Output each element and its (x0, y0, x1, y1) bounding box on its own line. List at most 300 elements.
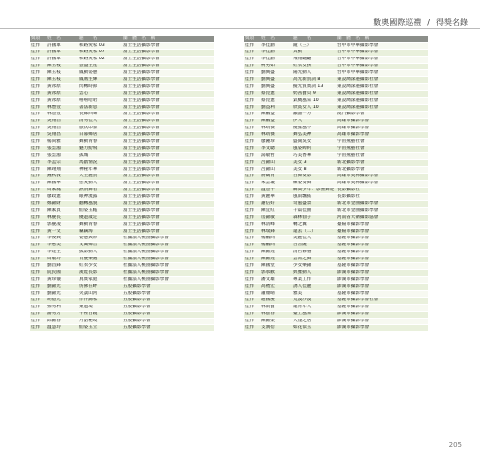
table-cell: 臺上風采 (292, 311, 336, 318)
table-cell: 冥動 (292, 49, 336, 56)
table-cell: 佳作 (30, 146, 46, 153)
table-cell: 東設灣深港攝影社會 (336, 77, 428, 84)
table-row (244, 222, 428, 229)
table-cell: 笑談山河 (78, 290, 122, 297)
table-cell: 風雨飄搖 (292, 194, 336, 201)
table-cell: 佳作 (244, 77, 260, 84)
table-cell: 基隆市攝影學會 (336, 242, 428, 249)
column-header: 題 名 (292, 36, 336, 42)
table-row (30, 42, 214, 49)
table-cell: 飛翔翩翩 (292, 56, 336, 63)
table-cell: 潘秀芳 (46, 311, 78, 318)
table-cell: 廖政憲 (46, 194, 78, 201)
table-cell: 基隆市攝影學會 (336, 304, 428, 311)
table-cell: 佳作 (30, 208, 46, 215)
table-cell: 社團法人桃園攝影學會 (122, 263, 214, 270)
table-cell: 嘻嘻哈哈 (78, 98, 122, 105)
table-cell: 東設灣深港攝影社會 (336, 104, 428, 111)
table-cell: 竊竊海 (78, 228, 122, 235)
table-row (244, 91, 428, 98)
table-row (30, 201, 214, 208)
table-cell: 佳作 (30, 297, 46, 304)
table-cell: 新北攝影學會 (336, 160, 428, 167)
table-cell: 富士生活攝影學會 (122, 139, 214, 146)
table-cell: 陳錦榮 (260, 318, 292, 325)
column-header: 團 體 名 稱 (336, 36, 428, 42)
table-row (30, 263, 214, 270)
table-cell: 李孟宗 (46, 160, 78, 167)
table-cell: 高雄市攝影學會 (336, 118, 428, 125)
table-row (244, 325, 428, 332)
table-cell: 雅美 (292, 290, 336, 297)
table-row (244, 228, 428, 235)
table-cell: 臺陽市攝影學會 (336, 228, 428, 235)
table-cell: 佳作 (244, 242, 260, 249)
table-cell: 富士生活攝影學會 (122, 166, 214, 173)
table-cell: 盛開吳女 (292, 139, 336, 146)
table-cell: 台中市中華攝影學會 (336, 42, 428, 49)
table-row (244, 235, 428, 242)
table-cell: 書法新思 (78, 104, 122, 111)
table-cell: 基隆市攝影學會 (336, 235, 428, 242)
table-cell: 佳作 (244, 49, 260, 56)
table-cell: 許國軍 (46, 56, 78, 63)
table-row (30, 173, 214, 180)
table-cell: 李佳勳 (260, 42, 292, 49)
table-row (244, 277, 428, 284)
table-row (30, 290, 214, 297)
table-row (30, 49, 214, 56)
table-row (30, 318, 214, 325)
table-row (244, 166, 428, 173)
table-cell: 基隆市攝影學會 (336, 263, 428, 270)
table-cell: 周敏玲 (46, 256, 78, 263)
table-row (30, 311, 214, 318)
table-cell: 劉興盛 (260, 70, 292, 77)
table-row (30, 277, 214, 284)
table-cell: 林清峰 (260, 222, 292, 229)
table-cell: 佳作 (30, 215, 46, 222)
table-row (30, 98, 214, 105)
table-cell: 陳錦煌 (260, 256, 292, 263)
table-row (30, 194, 214, 201)
column-header: 獎項 (30, 36, 46, 42)
table-cell: 許國軍 (46, 42, 78, 49)
table-cell: 富士生活攝影學會 (122, 56, 214, 63)
table-cell: 富士生活攝影學會 (122, 146, 214, 153)
table-cell: 新北市金曲攝影學會 (336, 208, 428, 215)
table-cell: 佳作 (244, 70, 260, 77)
table-cell: 房錦敏 (260, 215, 292, 222)
table-cell: 吳翔昌 (46, 118, 78, 125)
table-row (30, 63, 214, 70)
table-cell: 日暮鄉居 (78, 132, 122, 139)
table-cell: 佳作 (30, 132, 46, 139)
awards-table-left (30, 36, 214, 332)
table-row (244, 146, 428, 153)
table-cell: 林雨寶 (260, 304, 292, 311)
table-cell: 劉錦光 (46, 290, 78, 297)
table-cell: 鄭錦財 (46, 201, 78, 208)
column-header: 姓 名 (46, 36, 78, 42)
table-row (244, 311, 428, 318)
table-cell: 社團法人桃園攝影學會 (122, 235, 214, 242)
table-cell: 邱錦春 (46, 318, 78, 325)
table-row (30, 325, 214, 332)
table-row (244, 304, 428, 311)
table-row (244, 49, 428, 56)
table-cell: 佳作 (244, 249, 260, 256)
table-row (30, 228, 214, 235)
table-cell: 基隆市攝影學會社會 (336, 297, 428, 304)
table-cell: 佳作 (30, 104, 46, 111)
table-cell: 佳作 (244, 160, 260, 167)
table-row (244, 256, 428, 263)
table-cell: 陳翊翔 (46, 166, 78, 173)
table-cell: 雲霄之舞 (292, 256, 336, 263)
table-cell: 富士生活攝影學會 (122, 180, 214, 187)
table-cell: 慈愛動人 (78, 180, 122, 187)
header-rule (0, 28, 480, 29)
table-row (30, 256, 214, 263)
table-cell: 孫秀利 (46, 304, 78, 311)
table-cell: 廖鍾珍 (260, 139, 292, 146)
table-row (244, 263, 428, 270)
table-cell: 李佳勳 (260, 56, 292, 63)
table-cell: 社團法人桃園攝影學會 (122, 270, 214, 277)
table-cell: 熱情舞者 (78, 187, 122, 194)
table-cell: 佳作 (30, 173, 46, 180)
table-row (30, 139, 214, 146)
table-cell: 黃冰原 (46, 91, 78, 98)
table-row (244, 242, 428, 249)
table-cell: 孤影動人 (78, 249, 122, 256)
table-cell: 新北市金曲攝影學會 (336, 201, 428, 208)
table-cell: 富士生活攝影學會 (122, 98, 214, 105)
table-cell: 河南省大衛攝影協會 (336, 215, 428, 222)
table-row (30, 187, 214, 194)
table-row (244, 187, 428, 194)
table-cell: 清哲修養 (292, 249, 336, 256)
table-cell: 澳門攝影學會 (336, 111, 428, 118)
table-cell: 佳作 (30, 311, 46, 318)
table-cell: 陳玉枝 (46, 77, 78, 84)
table-cell: 佳作 (30, 256, 46, 263)
column-header: 獎項 (244, 36, 260, 42)
table-cell: 陳宜紅 (260, 208, 292, 215)
table-cell: 佳作 (30, 263, 46, 270)
table-cell: 社團法人桃園攝影學會 (122, 249, 214, 256)
table-cell: 佳作 (244, 284, 260, 291)
table-cell: 佳作 (244, 139, 260, 146)
table-row (30, 304, 214, 311)
table-cell: 澎湖市攝影學會 (336, 311, 428, 318)
table-cell: 陳鵬益 (260, 111, 292, 118)
table-cell: 佳作 (30, 277, 46, 284)
table-row (244, 118, 428, 125)
table-cell: 遠青年人 (292, 304, 336, 311)
table-cell: 佳作 (244, 187, 260, 194)
table-cell: 專業工作 (292, 277, 336, 284)
table-cell: 轉之翼 (292, 222, 336, 229)
table-cell: 少女樂錦 (292, 263, 336, 270)
table-cell: 李佳勳 (260, 49, 292, 56)
column-header: 姓 名 (260, 36, 292, 42)
table-row (244, 77, 428, 84)
table-cell: 遠去（二） (292, 228, 336, 235)
table-cell: 林靖傑 (260, 125, 292, 132)
table-cell: 佳作 (30, 304, 46, 311)
table-cell: 紅衣女孩 (292, 63, 336, 70)
table-cell: 澎湖市攝影學會 (336, 325, 428, 332)
table-cell: 佳作 (244, 118, 260, 125)
table-cell: 鳳動姿態 (78, 70, 122, 77)
table-cell: 鳳凰生輝 (78, 77, 122, 84)
table-cell: 典雅動人 (292, 270, 336, 277)
table-cell: 佳作 (30, 160, 46, 167)
table-cell: 臺陽市攝影學會 (336, 222, 428, 229)
table-cell: 富士生活攝影學會 (122, 153, 214, 160)
table-cell: 蔡昆憲 (260, 91, 292, 98)
table-cell: 社團法人桃園攝影學會 (122, 256, 214, 263)
table-cell: 郭承歡 (260, 270, 292, 277)
table-cell: 李惠美 (46, 242, 78, 249)
table-row (30, 118, 214, 125)
table-row (244, 125, 428, 132)
table-row (30, 235, 214, 242)
table-cell: 舞動青春 (78, 222, 122, 229)
table-row (30, 70, 214, 77)
table-cell: 佳作 (244, 111, 260, 118)
table-cell: 五股攝影學會 (122, 311, 214, 318)
table-cell: 仙姿玉帳 (78, 208, 122, 215)
table-cell: 佳作 (30, 284, 46, 291)
table-cell: 柯男如 (260, 63, 292, 70)
table-cell: 富士生活攝影學會 (122, 104, 214, 111)
table-cell: 美女 3 (292, 160, 336, 167)
table-row (244, 297, 428, 304)
table-row (30, 146, 214, 153)
table-cell: 佳作 (244, 56, 260, 63)
table-cell: 孤城 (78, 153, 122, 160)
table-cell: 陳鵬益 (260, 118, 292, 125)
table-cell: 瀬漁一方 (292, 111, 336, 118)
table-row (30, 84, 214, 91)
table-cell: 五股攝影學會 (122, 304, 214, 311)
table-cell: 旅次印象 (78, 125, 122, 132)
table-cell: 仙姿玉立 (78, 325, 122, 332)
table-cell: 富士生活攝影學會 (122, 77, 214, 84)
table-row (244, 284, 428, 291)
table-cell: 黃冰原 (46, 98, 78, 105)
table-row (244, 139, 428, 146)
table-cell: 氣概風采 10 (292, 98, 336, 105)
table-cell: 佳作 (30, 139, 46, 146)
table-cell: 富士生活攝影學會 (122, 84, 214, 91)
table-cell: 林靖傑 (260, 132, 292, 139)
table-cell: 五股攝影學會 (122, 318, 214, 325)
table-cell: 劉錦光 (46, 284, 78, 291)
table-cell: 富士生活攝影學會 (122, 125, 214, 132)
table-cell: 練姿奏舞 (292, 180, 336, 187)
table-cell: 林豐壹 (46, 111, 78, 118)
table-row (30, 56, 214, 63)
table-cell: 蕭顏晴 (260, 290, 292, 297)
table-cell: 佳作 (244, 325, 260, 332)
table-cell: 楊鵬尚 (260, 242, 292, 249)
table-row (244, 111, 428, 118)
column-header: 團 體 名 稱 (122, 36, 214, 42)
table-cell: 古菩薩 (292, 242, 336, 249)
table-cell: 高雄市攝影學會 (336, 132, 428, 139)
table-cell: 佳作 (30, 111, 46, 118)
table-cell: 林慶長 (46, 215, 78, 222)
table-cell: 吳翔昌 (46, 132, 78, 139)
table-row (244, 208, 428, 215)
table-cell: 楊鵬尚 (260, 235, 292, 242)
table-cell: 劉昌鋒 (46, 263, 78, 270)
table-cell: 宇宙燕藝社會 (336, 146, 428, 153)
table-cell: 富士生活攝影學會 (122, 173, 214, 180)
table-cell: 優雅風不 (292, 125, 336, 132)
table-cell: 姿態與妙 (78, 235, 122, 242)
table-row (30, 132, 214, 139)
page-number: 205 (448, 441, 462, 449)
table-cell: 佳作 (244, 166, 260, 173)
table-cell: 社團法人桃園攝影學會 (122, 277, 214, 284)
header-title: 數奧國際巡禮 (373, 18, 422, 27)
table-cell: 宇宙燕藝社會 (336, 153, 428, 160)
table-cell: 富士生活攝影學會 (122, 215, 214, 222)
table-cell: 月語秘境 (78, 318, 122, 325)
table-cell: 許國軍 (46, 49, 78, 56)
table-cell: 楊尚雅 (46, 139, 78, 146)
table-row (30, 215, 214, 222)
table-row (244, 173, 428, 180)
table-cell: 富士生活攝影學會 (122, 91, 214, 98)
table-cell: 阮民國 (46, 270, 78, 277)
table-cell: 林寶春 (260, 311, 292, 318)
table-cell: 佳作 (244, 104, 260, 111)
table-row (244, 160, 428, 167)
table-cell: 富士生活攝影學會 (122, 70, 214, 77)
table-row (30, 104, 214, 111)
table-row (30, 180, 214, 187)
table-cell: 佳作 (30, 56, 46, 63)
table-cell: 佳作 (30, 290, 46, 297)
table-cell: 佳作 (244, 270, 260, 277)
table-cell: 佳作 (30, 98, 46, 105)
table-cell: 佳作 (244, 290, 260, 297)
table-cell: 富士生活攝影學會 (122, 160, 214, 167)
table-cell: 佳作 (244, 194, 260, 201)
table-cell: 陳錦煌 (260, 249, 292, 256)
table-row (30, 77, 214, 84)
table-cell: 佳作 (30, 180, 46, 187)
table-cell: 富士生活攝影學會 (122, 194, 214, 201)
table-cell: 佳作 (30, 42, 46, 49)
table-cell: 富士生活攝影學會 (122, 228, 214, 235)
table-row (30, 208, 214, 215)
table-cell: 富士生活攝影學會 (122, 222, 214, 229)
table-cell: 劉興盛 (260, 77, 292, 84)
table-cell: 奶茜寶貝 9 (292, 91, 336, 98)
table-cell: 林瑞鋒 (260, 228, 292, 235)
table-cell: 佳作 (30, 242, 46, 249)
table-cell: 台中市中華攝影學會 (336, 49, 428, 56)
table-row (244, 70, 428, 77)
awards-table-right (244, 36, 428, 332)
table-cell: 富士生活攝影學會 (122, 42, 214, 49)
table-cell: 高禮宏 (260, 284, 292, 291)
table-cell: 佳作 (244, 63, 260, 70)
table-cell: 張雲鴻 (46, 153, 78, 160)
table-cell: 和路愛家 07 (78, 49, 122, 56)
table-cell: 五股攝影學會 (122, 297, 214, 304)
table-cell: 長廊回聲 (78, 111, 122, 118)
table-cell: 新北攝影學會 (336, 166, 428, 173)
table-cell: 和路愛家 02 (78, 56, 122, 63)
table-cell: 佳作 (244, 304, 260, 311)
column-header: 題 名 (78, 36, 122, 42)
table-cell: 澎湖市攝影學會 (336, 270, 428, 277)
table-row (244, 132, 428, 139)
table-cell: 基隆市攝影學會 (336, 290, 428, 297)
table-cell: 千裡百鏡 (78, 311, 122, 318)
table-cell: 佳作 (30, 249, 46, 256)
table-row (30, 270, 214, 277)
table-row (244, 98, 428, 105)
table-cell: 佳作 (30, 235, 46, 242)
table-cell: 馬戲情況 (78, 160, 122, 167)
page-header (373, 17, 468, 28)
table-cell: 基隆市攝影學會 (336, 256, 428, 263)
table-cell: 舞動青春 (78, 139, 122, 146)
table-cell: 佳作 (244, 235, 260, 242)
table-cell: 佳作 (30, 84, 46, 91)
table-cell: 大蓬之居 (292, 318, 336, 325)
table-cell: 五股攝影學會 (122, 284, 214, 291)
table-cell: 佳作 (244, 318, 260, 325)
table-cell: 神秘年華 (78, 166, 122, 173)
table-cell: 眼神流露 (78, 194, 122, 201)
table-row (244, 215, 428, 222)
table-cell: 支潤衍 (260, 325, 292, 332)
table-cell: 富士生活攝影學會 (122, 118, 214, 125)
table-cell: 風姿綽約 (292, 146, 336, 153)
table-cell: 基隆市攝影學會 (336, 249, 428, 256)
table-cell: 蔣鶴青 (260, 173, 292, 180)
table-cell: 高雄市奧林攝影學會 (336, 180, 428, 187)
table-cell: 李俊興 (46, 235, 78, 242)
table-row (30, 160, 214, 167)
table-row (244, 56, 428, 63)
table-cell: 佳作 (244, 125, 260, 132)
table-cell: 雲心 (78, 91, 122, 98)
table-cell: 佳作 (30, 125, 46, 132)
table-row (30, 125, 214, 132)
table-cell: 佳作 (30, 325, 46, 332)
table-cell: 清秀佳人 (78, 118, 122, 125)
table-cell: 佳作 (30, 118, 46, 125)
table-cell: 肯慶樂處 (78, 256, 122, 263)
table-cell: 溫豐平 (260, 187, 292, 194)
table-cell: 佳作 (30, 222, 46, 229)
table-cell: 澎湖市攝影學會 (336, 277, 428, 284)
table-cell: 佳作 (30, 194, 46, 201)
table-row (30, 249, 214, 256)
table-cell: 美麗佳人 (292, 235, 336, 242)
